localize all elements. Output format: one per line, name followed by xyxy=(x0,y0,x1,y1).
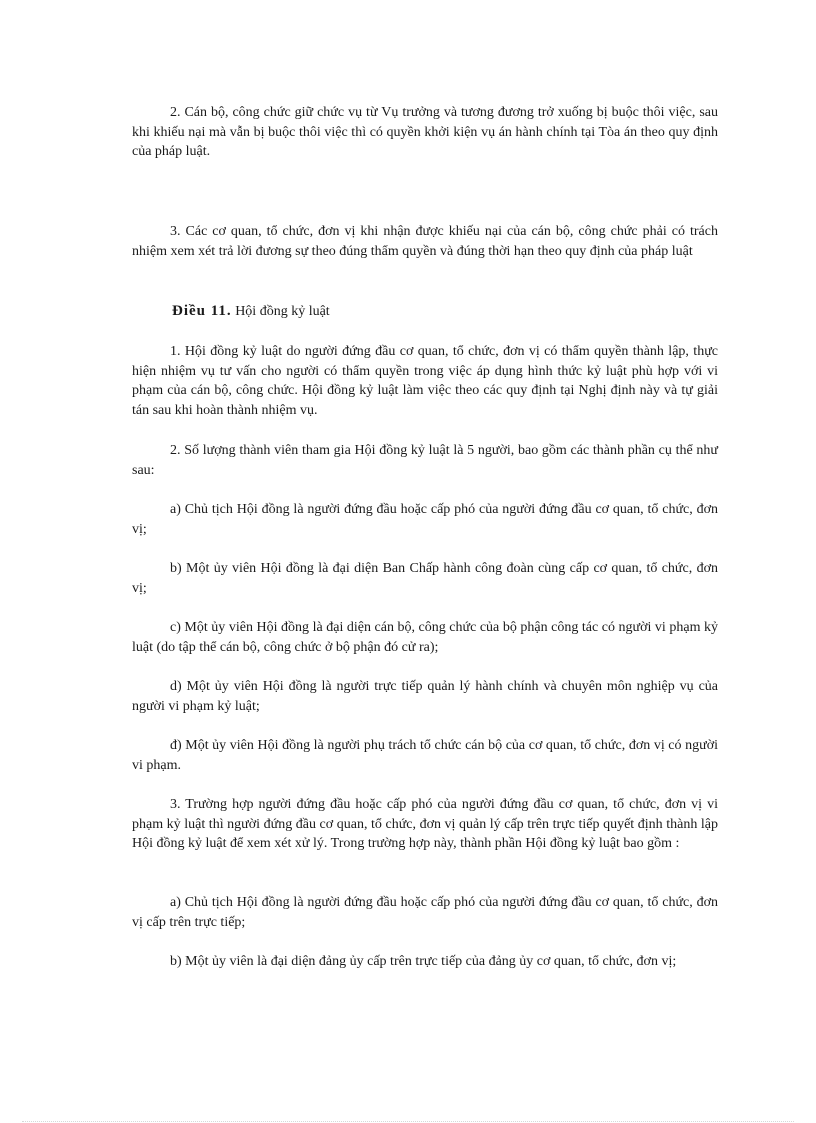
clause-2-council-members: 2. Số lượng thành viên tham gia Hội đồng kỷ luật là 5 người, bao gồm các thành phần cụ thể như sau: xyxy=(132,443,718,478)
article-heading xyxy=(172,301,330,322)
item-b-trade-union-member: b) Một ủy viên Hội đồng là đại diện Ban Chấp hành công đoàn cùng cấp cơ quan, tổ chức, đơn vị; xyxy=(132,561,718,596)
item-a-superior-chairman: a) Chủ tịch Hội đồng là người đứng đầu hoặc cấp phó của người đứng đầu cơ quan, tổ chức, đơn vị cấp trên trực tiếp; xyxy=(132,895,718,930)
clause-1-council-establishment: 1. Hội đồng kỷ luật do người đứng đầu cơ quan, tổ chức, đơn vị có thẩm quyền thành lập, thực hiện nhiệm vụ tư vấn cho người có thẩm quyền trong việc áp dụng hình thức kỷ luật phù hợp với vi phạm của cán bộ, công chức. Hội đồng kỷ luật làm việc theo các quy định tại Nghị định này và tự giải tán sau khi hoàn thành nhiệm vụ. xyxy=(132,344,718,418)
paragraph-3-complaint-handling: 3. Các cơ quan, tổ chức, đơn vị khi nhận được khiếu nại của cán bộ, công chức phải có trách nhiệm xem xét trả lời đương sự theo đúng thẩm quyền và đúng thời hạn theo quy định của pháp luật xyxy=(132,224,718,259)
paragraph-2-right-to-sue: 2. Cán bộ, công chức giữ chức vụ từ Vụ trưởng và tương đương trở xuống bị buộc thôi việc, sau khi khiếu nại mà vẫn bị buộc thôi việc thì có quyền khởi kiện vụ án hành chính tại Tòa án theo quy định của pháp luật. xyxy=(132,105,718,159)
clause-3-superior-council: 3. Trường hợp người đứng đầu hoặc cấp phó của người đứng đầu cơ quan, tổ chức, đơn vị vi phạm kỷ luật thì người đứng đầu cơ quan, tổ chức, đơn vị quản lý cấp trên trực tiếp quyết định thành lập Hội đồng kỷ luật để xem xét xử lý. Trong trường hợp này, thành phần Hội đồng kỷ luật bao gồm : xyxy=(132,797,718,851)
page-bottom-divider xyxy=(22,1121,794,1122)
item-c-staff-representative: c) Một ủy viên Hội đồng là đại diện cán bộ, công chức của bộ phận công tác có người vi phạm kỷ luật (do tập thể cán bộ, công chức ở bộ phận đó cử ra); xyxy=(132,620,718,655)
article-number: Điều 11. xyxy=(172,303,232,319)
item-b-party-committee-member: b) Một ủy viên là đại diện đảng ủy cấp trên trực tiếp của đảng ủy cơ quan, tổ chức, đơn vị; xyxy=(170,954,677,969)
article-title: Hội đồng kỷ luật xyxy=(235,304,330,319)
item-a-chairman: a) Chủ tịch Hội đồng là người đứng đầu hoặc cấp phó của người đứng đầu cơ quan, tổ chức, đơn vị; xyxy=(132,502,718,537)
item-d-direct-manager: d) Một ủy viên Hội đồng là người trực tiếp quản lý hành chính và chuyên môn nghiệp vụ của người vi phạm kỷ luật; xyxy=(132,679,718,714)
item-dd-personnel-officer: đ) Một ủy viên Hội đồng là người phụ trách tổ chức cán bộ của cơ quan, tổ chức, đơn vị có người vi phạm. xyxy=(132,738,718,773)
